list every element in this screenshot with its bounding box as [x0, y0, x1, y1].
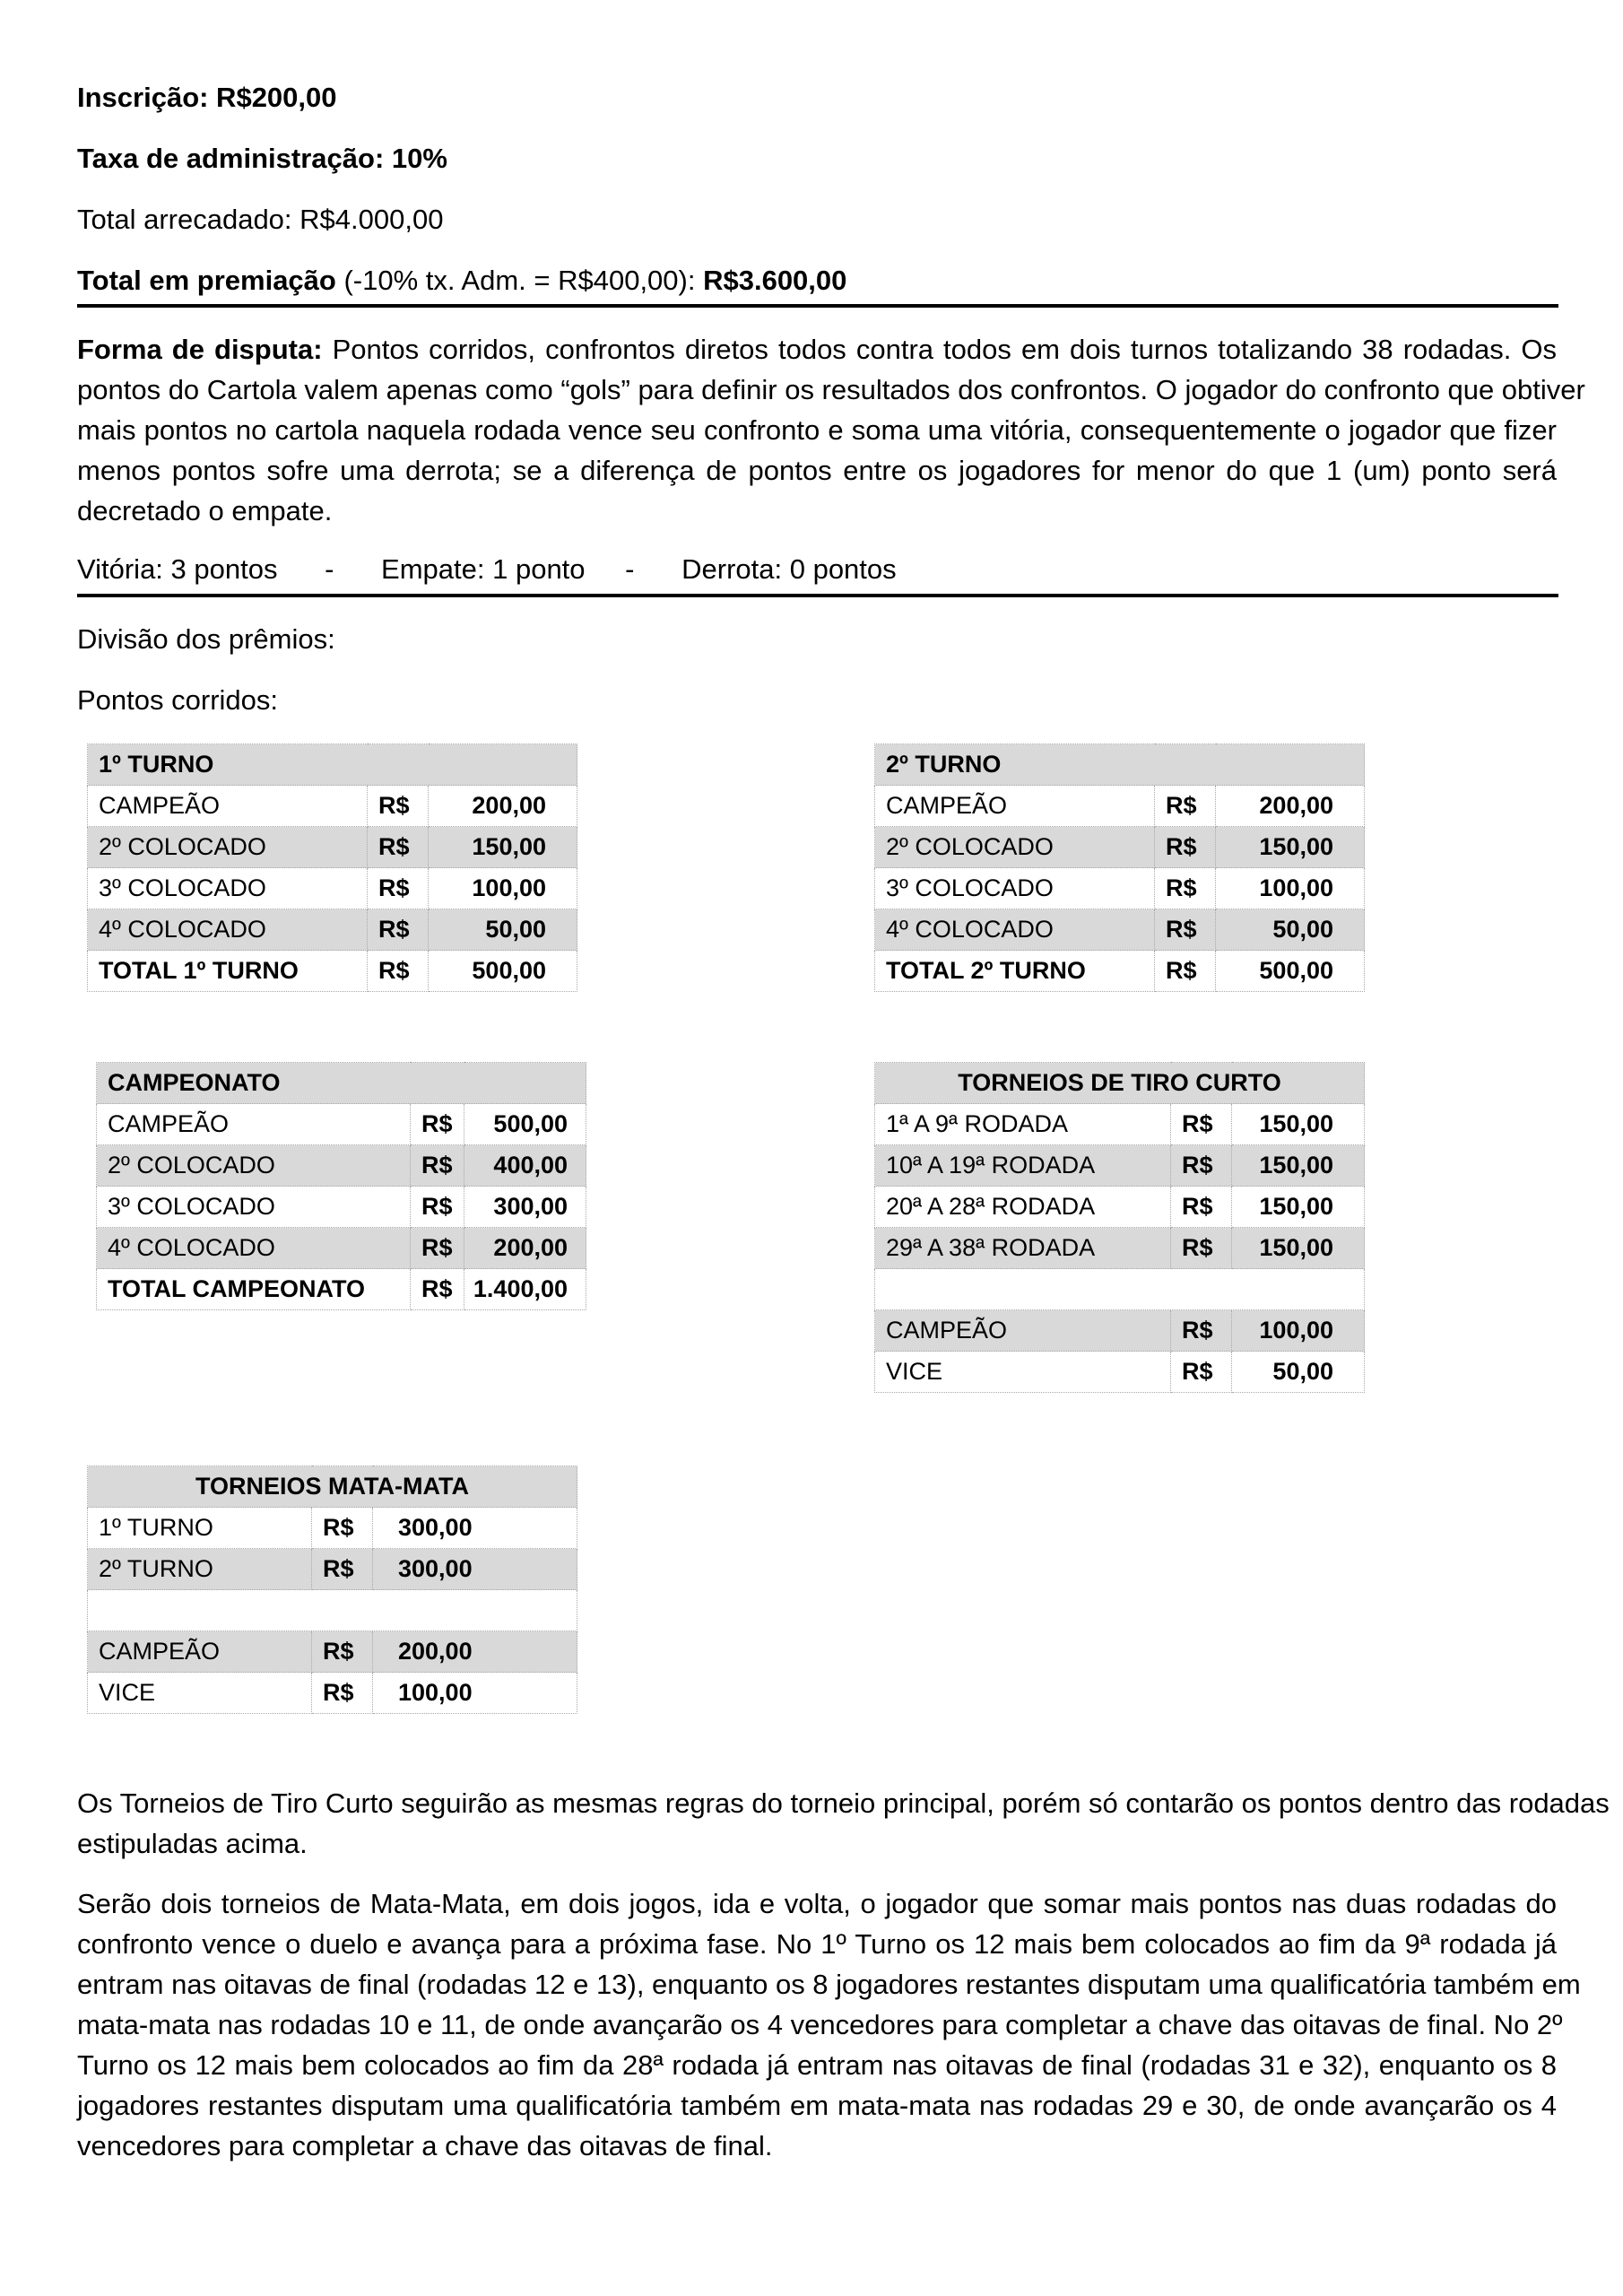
row-value: 100,00 — [373, 1673, 577, 1714]
row-value: 50,00 — [429, 909, 577, 951]
divider-rule-1 — [77, 304, 1558, 308]
premiacao-value: R$3.600,00 — [703, 265, 847, 296]
row-value: 100,00 — [429, 868, 577, 909]
table-title: 2º TURNO — [875, 744, 1365, 786]
mata-mata-line-4: mata-mata nas rodadas 10 e 11, de onde avançarão os 4 vencedores para completar a chave das oitavas de final. No 2º — [77, 2009, 1563, 2040]
row-value: 150,00 — [1232, 1228, 1365, 1269]
table-header-row — [875, 744, 1365, 786]
row-label: CAMPEÃO — [875, 786, 1155, 827]
mata-mata-line-1: Serão dois torneios de Mata-Mata, em dois jogos, ida e volta, o jogador que somar mais pontos nas duas rodadas do — [77, 1888, 1557, 1919]
row-label: CAMPEÃO — [875, 1310, 1171, 1352]
row-value: 100,00 — [1232, 1310, 1365, 1352]
row-currency: R$ — [1171, 1187, 1232, 1228]
row-currency: R$ — [1155, 909, 1216, 951]
disputa-line-4: menos pontos sofre uma derrota; se a diferença de pontos entre os jogadores for menor do que 1 (um) ponto será — [77, 455, 1557, 486]
row-label: CAMPEÃO — [88, 786, 368, 827]
spacer-cell — [88, 1590, 577, 1631]
row-value: 50,00 — [1232, 1352, 1365, 1393]
row-value: 500,00 — [429, 951, 577, 992]
table-2-turno — [874, 744, 1365, 992]
derrota-text: Derrota: 0 pontos — [681, 553, 897, 585]
table-row — [875, 909, 1365, 951]
mata-mata-line-3: entram nas oitavas de final (rodadas 12 e 13), enquanto os 8 jogadores restantes disputam uma qualificatória também em — [77, 1969, 1581, 2000]
tiro-curto-line-2: estipuladas acima. — [77, 1828, 308, 1859]
row-value: 500,00 — [1216, 951, 1365, 992]
table-row — [875, 1104, 1365, 1145]
table-header-row — [97, 1063, 586, 1104]
table-spacer-row — [875, 1269, 1365, 1310]
table-header-row — [875, 1063, 1365, 1104]
table-row — [875, 1352, 1365, 1393]
row-currency: R$ — [368, 868, 429, 909]
row-label: 1ª A 9ª RODADA — [875, 1104, 1171, 1145]
table-spacer-row — [88, 1590, 577, 1631]
table-1-turno — [87, 744, 577, 992]
table-row — [875, 1310, 1365, 1352]
row-value: 100,00 — [1216, 868, 1365, 909]
row-value: 150,00 — [1232, 1187, 1365, 1228]
mata-mata-line-2: confronto vence o duelo e avança para a próxima fase. No 1º Turno os 12 mais bem colocados ao fim da 9ª rodada já — [77, 1928, 1557, 1960]
table-total-row — [875, 951, 1365, 992]
scoring-separator: - — [325, 553, 334, 585]
table-row — [875, 1187, 1365, 1228]
table-row — [88, 1549, 577, 1590]
row-value: 300,00 — [373, 1549, 577, 1590]
row-label: 4º COLOCADO — [97, 1228, 411, 1269]
table-row — [875, 868, 1365, 909]
table-title: CAMPEONATO — [97, 1063, 586, 1104]
inscricao-line: Inscrição: R$200,00 — [77, 82, 337, 113]
row-value: 300,00 — [464, 1187, 586, 1228]
row-currency: R$ — [1171, 1104, 1232, 1145]
row-currency: R$ — [411, 1145, 464, 1187]
row-value: 400,00 — [464, 1145, 586, 1187]
table-header-row — [88, 1466, 577, 1508]
row-label: 1º TURNO — [88, 1508, 312, 1549]
table-total-row — [88, 951, 577, 992]
row-currency: R$ — [411, 1269, 464, 1310]
table-row — [88, 909, 577, 951]
table-row — [88, 1508, 577, 1549]
table-campeonato — [96, 1062, 586, 1310]
row-value: 150,00 — [1232, 1145, 1365, 1187]
row-currency: R$ — [368, 786, 429, 827]
row-label: VICE — [88, 1673, 312, 1714]
mata-mata-line-7: vencedores para completar a chave das oitavas de final. — [77, 2130, 773, 2161]
mata-mata-paragraph — [77, 1883, 1581, 2166]
row-currency: R$ — [411, 1187, 464, 1228]
tiro-curto-paragraph — [77, 1783, 1610, 1864]
table-row — [97, 1187, 586, 1228]
row-value: 150,00 — [1232, 1104, 1365, 1145]
row-label: TOTAL 2º TURNO — [875, 951, 1155, 992]
row-label: 3º COLOCADO — [97, 1187, 411, 1228]
table-title: 1º TURNO — [88, 744, 577, 786]
mata-mata-line-5: Turno os 12 mais bem colocados ao fim da 28ª rodada já entram nas oitavas de final (rodadas 31 e 32), enquanto os 8 — [77, 2049, 1557, 2081]
table-row — [88, 1631, 577, 1673]
table-row — [875, 1145, 1365, 1187]
table-total-row — [97, 1269, 586, 1310]
table-title: TORNEIOS DE TIRO CURTO — [875, 1063, 1365, 1104]
row-currency: R$ — [1171, 1228, 1232, 1269]
row-value: 300,00 — [373, 1508, 577, 1549]
table-row — [97, 1228, 586, 1269]
pontos-corridos-heading: Pontos corridos: — [77, 684, 278, 716]
disputa-label: Forma de disputa: — [77, 334, 323, 365]
row-label: 2º COLOCADO — [97, 1145, 411, 1187]
row-label: 20ª A 28ª RODADA — [875, 1187, 1171, 1228]
row-currency: R$ — [1155, 868, 1216, 909]
row-label: 4º COLOCADO — [88, 909, 368, 951]
row-label: 29ª A 38ª RODADA — [875, 1228, 1171, 1269]
table-row — [875, 827, 1365, 868]
table-title: TORNEIOS MATA-MATA — [88, 1466, 577, 1508]
table-row — [88, 868, 577, 909]
row-label: 2º COLOCADO — [88, 827, 368, 868]
mata-mata-line-6: jogadores restantes disputam uma qualificatória também em mata-mata nas rodadas 29 e 30, de onde avançarão os 4 — [77, 2090, 1557, 2121]
row-currency: R$ — [312, 1673, 373, 1714]
row-currency: R$ — [368, 909, 429, 951]
row-currency: R$ — [411, 1104, 464, 1145]
table-row — [88, 786, 577, 827]
disputa-paragraph — [77, 329, 1585, 531]
row-value: 1.400,00 — [464, 1269, 586, 1310]
table-row — [875, 786, 1365, 827]
row-currency: R$ — [312, 1549, 373, 1590]
row-currency: R$ — [1171, 1352, 1232, 1393]
row-currency: R$ — [1155, 827, 1216, 868]
row-label: CAMPEÃO — [97, 1104, 411, 1145]
table-row — [97, 1104, 586, 1145]
row-currency: R$ — [312, 1508, 373, 1549]
row-value: 150,00 — [1216, 827, 1365, 868]
premiacao-label: Total em premiação — [77, 265, 336, 296]
scoring-separator: - — [625, 553, 635, 585]
row-value: 200,00 — [1216, 786, 1365, 827]
row-label: 2º COLOCADO — [875, 827, 1155, 868]
row-value: 200,00 — [373, 1631, 577, 1673]
row-label: VICE — [875, 1352, 1171, 1393]
row-currency: R$ — [368, 827, 429, 868]
tiro-curto-line-1: Os Torneios de Tiro Curto seguirão as mesmas regras do torneio principal, porém só contarão os pontos dentro das rodadas — [77, 1787, 1610, 1819]
table-row — [97, 1145, 586, 1187]
row-label: 3º COLOCADO — [875, 868, 1155, 909]
row-currency: R$ — [1155, 951, 1216, 992]
table-row — [88, 827, 577, 868]
row-label: 10ª A 19ª RODADA — [875, 1145, 1171, 1187]
row-label: TOTAL 1º TURNO — [88, 951, 368, 992]
table-header-row — [88, 744, 577, 786]
vitoria-text: Vitória: 3 pontos — [77, 553, 278, 585]
row-currency: R$ — [368, 951, 429, 992]
divider-rule-2 — [77, 594, 1558, 597]
taxa-line: Taxa de administração: 10% — [77, 143, 447, 174]
row-label: TOTAL CAMPEONATO — [97, 1269, 411, 1310]
spacer-cell — [875, 1269, 1365, 1310]
row-label: 3º COLOCADO — [88, 868, 368, 909]
table-tiro-curto — [874, 1062, 1365, 1393]
row-currency: R$ — [312, 1631, 373, 1673]
row-value: 500,00 — [464, 1104, 586, 1145]
scoring-line — [77, 554, 897, 585]
total-arrecadado-line: Total arrecadado: R$4.000,00 — [77, 204, 444, 235]
row-label: 4º COLOCADO — [875, 909, 1155, 951]
row-currency: R$ — [1155, 786, 1216, 827]
row-value: 150,00 — [429, 827, 577, 868]
table-mata-mata — [87, 1465, 577, 1714]
row-value: 200,00 — [429, 786, 577, 827]
premiacao-line — [77, 265, 1557, 296]
row-value: 200,00 — [464, 1228, 586, 1269]
empate-text: Empate: 1 ponto — [381, 553, 586, 585]
disputa-line-3: mais pontos no cartola naquela rodada vence seu confronto e soma uma vitória, consequentemente o jogador que fizer — [77, 414, 1557, 446]
table-row — [88, 1673, 577, 1714]
divisao-heading: Divisão dos prêmios: — [77, 623, 335, 655]
premiacao-detail: (-10% tx. Adm. = R$400,00): — [335, 265, 704, 296]
row-currency: R$ — [1171, 1145, 1232, 1187]
disputa-line-5: decretado o empate. — [77, 495, 333, 526]
disputa-line-2: pontos do Cartola valem apenas como “gols” para definir os resultados dos confrontos. O jogador do confronto que obtiver — [77, 374, 1585, 405]
row-value: 50,00 — [1216, 909, 1365, 951]
row-currency: R$ — [411, 1228, 464, 1269]
row-label: CAMPEÃO — [88, 1631, 312, 1673]
row-label: 2º TURNO — [88, 1549, 312, 1590]
row-currency: R$ — [1171, 1310, 1232, 1352]
disputa-line-1: Pontos corridos, confrontos diretos todos contra todos em dois turnos totalizando 38 rodadas. Os — [322, 334, 1557, 365]
table-row — [875, 1228, 1365, 1269]
